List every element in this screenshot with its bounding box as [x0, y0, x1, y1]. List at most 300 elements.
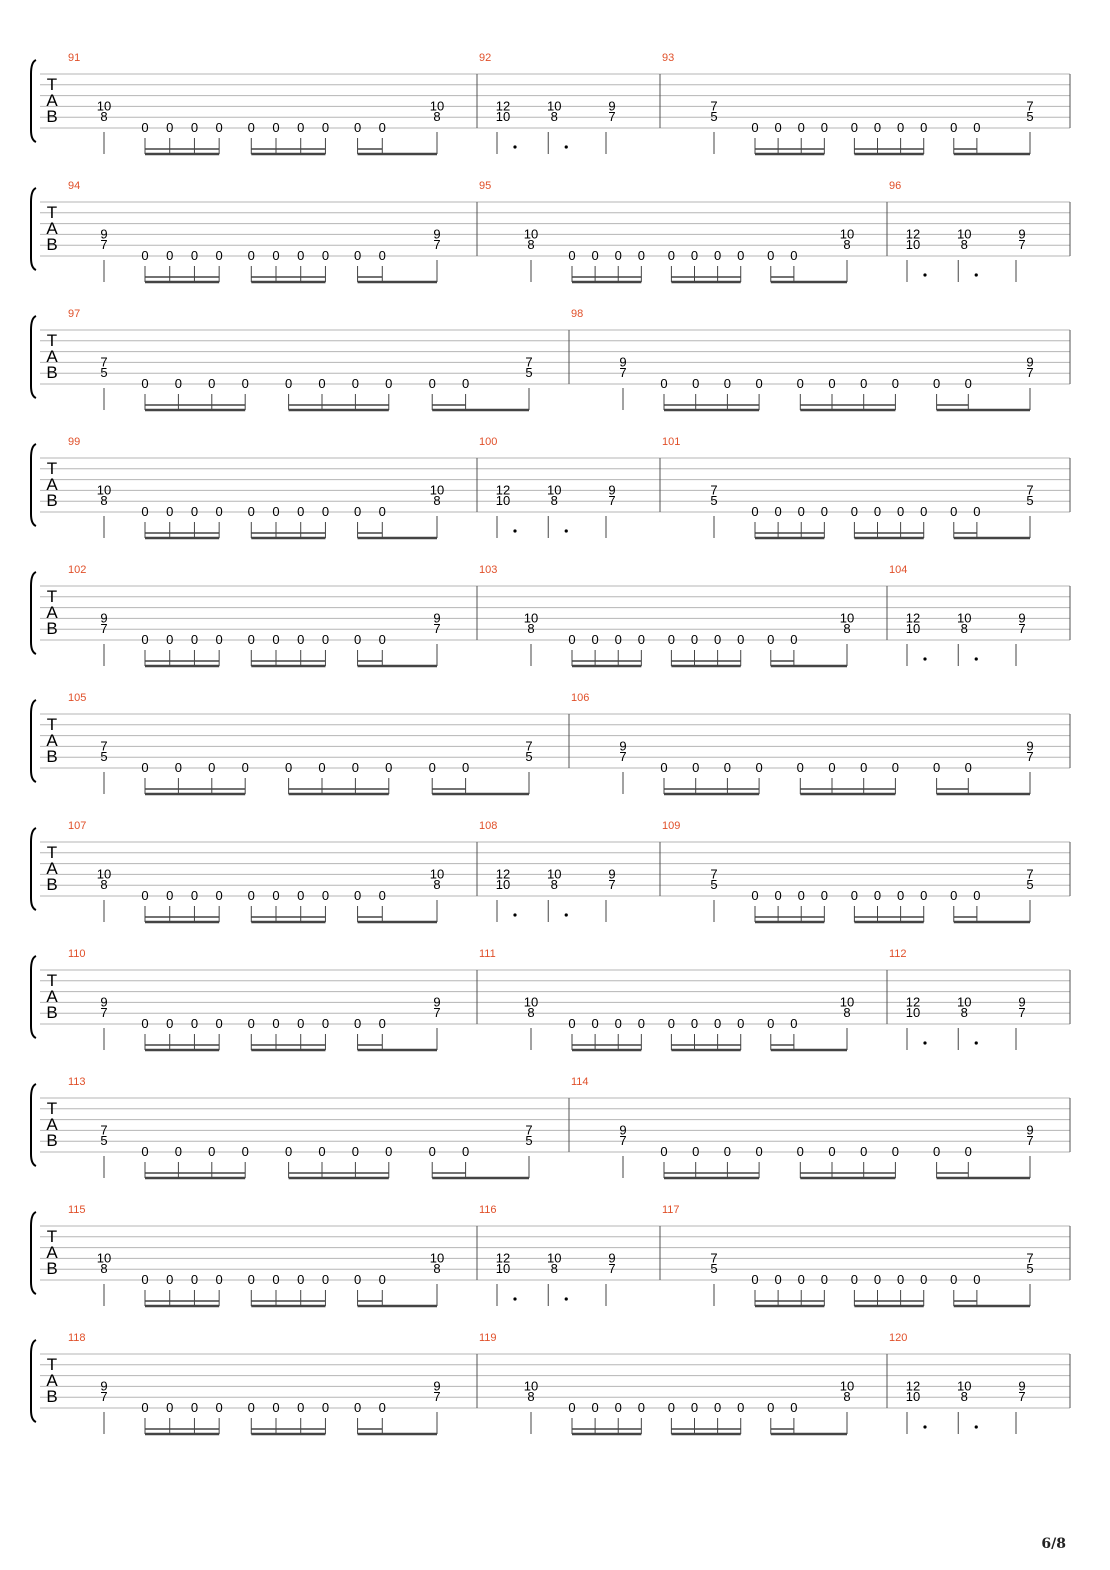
fret-number: 9 — [1018, 610, 1026, 626]
fret-number: 0 — [351, 376, 360, 391]
staff-system — [31, 564, 1070, 666]
fret-number: 9 — [619, 738, 627, 754]
measure — [68, 1076, 533, 1178]
measure-number: 105 — [68, 692, 87, 704]
fret-number: 7 — [1026, 866, 1034, 882]
measure — [68, 564, 441, 666]
fret-number: 9 — [1018, 994, 1026, 1010]
fret-number: 7 — [608, 1261, 616, 1277]
fret-number: 0 — [774, 504, 782, 519]
fret-number: 9 — [433, 226, 441, 242]
fret-number: 0 — [896, 504, 905, 519]
fret-number: 0 — [166, 120, 174, 135]
fret-number: 0 — [461, 376, 470, 391]
fret-number: 8 — [433, 493, 441, 509]
measure-number: 93 — [662, 52, 675, 64]
fret-number: 0 — [920, 504, 928, 519]
fret-number: 9 — [100, 610, 108, 626]
dotted-note — [513, 1297, 516, 1300]
dotted-note — [513, 913, 516, 916]
measure — [887, 948, 1026, 1050]
fret-number: 0 — [690, 1400, 699, 1415]
fret-number: 0 — [755, 1144, 763, 1159]
fret-number: 0 — [751, 504, 759, 519]
fret-number: 0 — [828, 376, 836, 391]
measure-number: 95 — [479, 180, 492, 192]
fret-number: 0 — [932, 760, 941, 775]
staff-system — [31, 52, 1070, 154]
fret-number: 0 — [850, 504, 859, 519]
fret-number: 8 — [433, 109, 441, 125]
fret-number: 0 — [378, 632, 386, 647]
fret-number: 0 — [247, 1016, 255, 1031]
fret-number: 0 — [973, 888, 981, 903]
fret-number: 0 — [737, 248, 745, 263]
measure — [68, 52, 444, 154]
fret-number: 0 — [973, 120, 981, 135]
fret-number: 7 — [433, 1005, 441, 1021]
measure — [68, 1332, 441, 1434]
fret-number: 0 — [755, 376, 763, 391]
fret-number: 8 — [100, 493, 108, 509]
fret-number: 0 — [751, 120, 759, 135]
fret-number: 0 — [272, 1400, 280, 1415]
fret-number: 7 — [619, 1133, 627, 1149]
fret-number: 0 — [591, 1016, 599, 1031]
fret-number: 0 — [321, 1400, 330, 1415]
tab-clef-letter: B — [46, 107, 58, 126]
fret-number: 0 — [891, 1144, 900, 1159]
fret-number: 8 — [960, 621, 968, 637]
fret-number: 0 — [141, 888, 149, 903]
fret-number: 0 — [973, 504, 981, 519]
fret-number: 8 — [527, 1005, 535, 1021]
measure-number: 103 — [479, 564, 498, 576]
fret-number: 0 — [873, 1272, 882, 1287]
tab-clef-letter: B — [46, 1387, 58, 1406]
fret-number: 0 — [873, 120, 882, 135]
fret-number: 7 — [100, 1122, 108, 1138]
fret-number: 10 — [523, 994, 539, 1010]
fret-number: 5 — [710, 1261, 718, 1277]
tab-clef-letter: A — [46, 1371, 58, 1390]
fret-number: 9 — [619, 1122, 627, 1138]
fret-number: 0 — [891, 760, 900, 775]
system-bracket — [31, 700, 36, 782]
fret-number: 0 — [215, 504, 223, 519]
fret-number: 9 — [608, 482, 616, 498]
fret-number: 8 — [100, 1261, 108, 1277]
fret-number: 0 — [215, 1400, 223, 1415]
fret-number: 0 — [723, 1144, 732, 1159]
fret-number: 0 — [950, 1272, 958, 1287]
fret-number: 10 — [495, 493, 511, 509]
fret-number: 0 — [174, 1144, 183, 1159]
fret-number: 0 — [820, 120, 828, 135]
fret-number: 0 — [208, 1144, 216, 1159]
measure — [477, 820, 616, 922]
fret-number: 5 — [525, 749, 533, 765]
tab-clef-letter: A — [46, 219, 58, 238]
fret-number: 0 — [190, 1272, 199, 1287]
fret-number: 0 — [667, 1400, 676, 1415]
fret-number: 10 — [429, 866, 445, 882]
fret-number: 0 — [797, 120, 805, 135]
fret-number: 9 — [433, 1378, 441, 1394]
fret-number: 10 — [839, 610, 855, 626]
fret-number: 0 — [767, 1400, 775, 1415]
system-bracket — [31, 1340, 36, 1422]
tab-clef-letter: T — [46, 1227, 58, 1246]
fret-number: 0 — [820, 1272, 828, 1287]
fret-number: 8 — [843, 1005, 851, 1021]
fret-number: 10 — [96, 482, 112, 498]
tab-clef-letter: A — [46, 91, 58, 110]
fret-number: 0 — [920, 888, 928, 903]
fret-number: 0 — [378, 248, 386, 263]
fret-number: 5 — [1026, 1261, 1034, 1277]
dotted-note — [923, 657, 926, 660]
fret-number: 5 — [1026, 493, 1034, 509]
measure-number: 97 — [68, 308, 81, 320]
fret-number: 0 — [190, 1400, 199, 1415]
fret-number: 0 — [166, 1400, 174, 1415]
tab-clef-letter: T — [46, 1355, 58, 1374]
tab-clef-letter: T — [46, 331, 58, 350]
dotted-note — [565, 529, 568, 532]
fret-number: 0 — [614, 1400, 622, 1415]
fret-number: 0 — [723, 760, 732, 775]
fret-number: 0 — [353, 504, 362, 519]
fret-number: 0 — [353, 888, 362, 903]
fret-number: 0 — [637, 248, 645, 263]
fret-number: 9 — [608, 1250, 616, 1266]
fret-number: 0 — [141, 376, 149, 391]
fret-number: 8 — [433, 1261, 441, 1277]
fret-number: 0 — [215, 888, 223, 903]
fret-number: 0 — [378, 1016, 386, 1031]
fret-number: 7 — [100, 1389, 108, 1405]
measure — [68, 820, 444, 922]
fret-number: 9 — [100, 1378, 108, 1394]
fret-number: 0 — [247, 120, 255, 135]
tab-clef-letter: T — [46, 459, 58, 478]
measure — [477, 180, 854, 282]
fret-number: 0 — [241, 760, 249, 775]
fret-number: 0 — [297, 120, 305, 135]
fret-number: 0 — [353, 1016, 362, 1031]
measure-number: 111 — [479, 948, 496, 960]
system-bracket — [31, 1084, 36, 1166]
fret-number: 8 — [843, 621, 851, 637]
measure — [569, 1076, 1034, 1178]
fret-number: 9 — [100, 994, 108, 1010]
fret-number: 7 — [619, 749, 627, 765]
fret-number: 0 — [751, 888, 759, 903]
fret-number: 0 — [272, 1016, 280, 1031]
fret-number: 0 — [321, 1272, 330, 1287]
fret-number: 9 — [608, 866, 616, 882]
fret-number: 0 — [215, 120, 223, 135]
fret-number: 0 — [247, 632, 255, 647]
fret-number: 0 — [321, 504, 330, 519]
measure — [477, 52, 616, 154]
measure-number: 119 — [479, 1332, 497, 1344]
fret-number: 0 — [166, 888, 174, 903]
fret-number: 0 — [568, 1016, 576, 1031]
fret-number: 8 — [550, 877, 558, 893]
measure — [660, 820, 1034, 922]
system-bracket — [31, 1212, 36, 1294]
fret-number: 10 — [957, 610, 972, 626]
fret-number: 0 — [660, 1144, 668, 1159]
fret-number: 12 — [495, 1250, 511, 1266]
fret-number: 12 — [905, 610, 921, 626]
fret-number: 7 — [1026, 482, 1034, 498]
fret-number: 0 — [690, 1016, 699, 1031]
tab-clef-letter: A — [46, 1243, 58, 1262]
fret-number: 0 — [690, 632, 699, 647]
fret-number: 0 — [950, 504, 958, 519]
measure-number: 120 — [889, 1332, 908, 1344]
fret-number: 0 — [428, 760, 436, 775]
fret-number: 9 — [608, 98, 616, 114]
system-bracket — [31, 60, 36, 142]
measure — [68, 948, 441, 1050]
fret-number: 10 — [523, 610, 539, 626]
fret-number: 9 — [619, 354, 627, 370]
fret-number: 0 — [353, 632, 362, 647]
measure — [660, 52, 1034, 154]
fret-number: 7 — [100, 237, 108, 253]
fret-number: 0 — [891, 376, 900, 391]
fret-number: 7 — [710, 1250, 718, 1266]
measure — [660, 436, 1034, 538]
fret-number: 0 — [667, 632, 676, 647]
fret-number: 0 — [796, 760, 804, 775]
fret-number: 0 — [713, 1016, 722, 1031]
measure-number: 98 — [571, 308, 584, 320]
fret-number: 8 — [527, 1389, 535, 1405]
tab-clef-letter: T — [46, 843, 58, 862]
fret-number: 7 — [525, 738, 533, 754]
fret-number: 0 — [351, 760, 360, 775]
fret-number: 7 — [1026, 365, 1034, 381]
measure — [68, 692, 533, 794]
measure-number: 91 — [68, 52, 81, 64]
fret-number: 12 — [495, 98, 511, 114]
fret-number: 0 — [950, 120, 958, 135]
tab-clef-letter: B — [46, 747, 58, 766]
system-bracket — [31, 188, 36, 270]
fret-number: 0 — [797, 1272, 805, 1287]
fret-number: 0 — [272, 248, 280, 263]
fret-number: 12 — [495, 866, 511, 882]
fret-number: 0 — [190, 1016, 199, 1031]
fret-number: 7 — [1018, 621, 1026, 637]
measure — [477, 564, 854, 666]
fret-number: 0 — [428, 376, 436, 391]
tab-clef-letter: A — [46, 1115, 58, 1134]
fret-number: 0 — [637, 632, 645, 647]
measure-number: 112 — [889, 948, 907, 960]
dotted-note — [923, 1425, 926, 1428]
tab-clef-letter: B — [46, 1131, 58, 1150]
fret-number: 7 — [710, 482, 718, 498]
fret-number: 9 — [1018, 1378, 1026, 1394]
fret-number: 0 — [141, 1016, 149, 1031]
measure — [477, 1204, 616, 1306]
fret-number: 0 — [141, 1400, 149, 1415]
fret-number: 0 — [820, 504, 828, 519]
tab-clef-letter: A — [46, 859, 58, 878]
fret-number: 0 — [568, 1400, 576, 1415]
measure-number: 109 — [662, 820, 681, 832]
fret-number: 0 — [318, 760, 326, 775]
fret-number: 0 — [297, 504, 305, 519]
dotted-note — [923, 273, 926, 276]
fret-number: 0 — [353, 1400, 362, 1415]
measure-number: 104 — [889, 564, 908, 576]
fret-number: 0 — [797, 504, 805, 519]
fret-number: 8 — [100, 877, 108, 893]
fret-number: 0 — [568, 248, 576, 263]
fret-number: 0 — [660, 376, 668, 391]
measure-number: 94 — [68, 180, 81, 192]
fret-number: 0 — [820, 888, 828, 903]
fret-number: 0 — [247, 888, 255, 903]
fret-number: 0 — [461, 1144, 470, 1159]
fret-number: 0 — [920, 1272, 928, 1287]
fret-number: 7 — [1026, 1133, 1034, 1149]
tab-clef-letter: B — [46, 875, 58, 894]
fret-number: 0 — [774, 120, 782, 135]
dotted-note — [975, 657, 978, 660]
fret-number: 10 — [905, 237, 921, 253]
fret-number: 0 — [215, 632, 223, 647]
fret-number: 0 — [692, 376, 700, 391]
fret-number: 0 — [964, 760, 972, 775]
fret-number: 8 — [550, 493, 558, 509]
fret-number: 0 — [166, 1016, 174, 1031]
fret-number: 0 — [850, 1272, 859, 1287]
fret-number: 10 — [839, 226, 855, 242]
fret-number: 5 — [525, 1133, 533, 1149]
fret-number: 0 — [247, 1272, 255, 1287]
fret-number: 0 — [174, 376, 183, 391]
measure — [477, 948, 854, 1050]
fret-number: 0 — [637, 1400, 645, 1415]
fret-number: 5 — [100, 1133, 108, 1149]
measure-number: 96 — [889, 180, 902, 192]
fret-number: 10 — [547, 482, 562, 498]
fret-number: 7 — [1018, 1005, 1026, 1021]
fret-number: 0 — [873, 504, 882, 519]
fret-number: 8 — [550, 1261, 558, 1277]
fret-number: 10 — [495, 1261, 511, 1277]
measure-number: 113 — [68, 1076, 86, 1088]
tab-clef-letter: T — [46, 715, 58, 734]
fret-number: 0 — [284, 760, 293, 775]
fret-number: 10 — [429, 482, 445, 498]
fret-number: 0 — [591, 632, 599, 647]
dotted-note — [513, 145, 516, 148]
fret-number: 7 — [710, 866, 718, 882]
fret-number: 0 — [166, 632, 174, 647]
fret-number: 0 — [190, 248, 199, 263]
fret-number: 0 — [790, 632, 798, 647]
measure — [68, 436, 444, 538]
fret-number: 12 — [905, 994, 921, 1010]
fret-number: 0 — [896, 120, 905, 135]
measure-number: 118 — [68, 1332, 86, 1344]
fret-number: 0 — [321, 1016, 330, 1031]
fret-number: 0 — [272, 632, 280, 647]
fret-number: 0 — [378, 888, 386, 903]
measure — [887, 180, 1026, 282]
fret-number: 10 — [495, 877, 511, 893]
measure-number: 117 — [662, 1204, 680, 1216]
fret-number: 10 — [905, 1005, 921, 1021]
fret-number: 8 — [960, 237, 968, 253]
fret-number: 0 — [353, 120, 362, 135]
fret-number: 0 — [247, 504, 255, 519]
fret-number: 5 — [710, 109, 718, 125]
fret-number: 0 — [751, 1272, 759, 1287]
measure — [477, 436, 616, 538]
staff-system — [31, 692, 1070, 794]
fret-number: 0 — [790, 1016, 798, 1031]
measure-number: 106 — [571, 692, 590, 704]
fret-number: 10 — [905, 1389, 921, 1405]
fret-number: 0 — [637, 1016, 645, 1031]
dotted-note — [975, 1041, 978, 1044]
fret-number: 0 — [321, 632, 330, 647]
fret-number: 8 — [100, 109, 108, 125]
fret-number: 0 — [318, 376, 326, 391]
fret-number: 0 — [591, 248, 599, 263]
fret-number: 5 — [710, 877, 718, 893]
tab-clef-letter: B — [46, 1259, 58, 1278]
fret-number: 0 — [790, 1400, 798, 1415]
fret-number: 0 — [896, 1272, 905, 1287]
fret-number: 7 — [100, 1005, 108, 1021]
fret-number: 0 — [272, 888, 280, 903]
measure-number: 114 — [571, 1076, 589, 1088]
fret-number: 0 — [208, 376, 216, 391]
staff-system — [31, 308, 1070, 410]
fret-number: 0 — [737, 632, 745, 647]
fret-number: 0 — [796, 1144, 804, 1159]
fret-number: 7 — [608, 109, 616, 125]
fret-number: 8 — [433, 877, 441, 893]
fret-number: 0 — [318, 1144, 326, 1159]
fret-number: 0 — [850, 120, 859, 135]
system-bracket — [31, 828, 36, 910]
measure — [569, 692, 1034, 794]
tab-clef-letter: A — [46, 731, 58, 750]
fret-number: 0 — [896, 888, 905, 903]
fret-number: 9 — [1026, 354, 1034, 370]
fret-number: 0 — [385, 376, 393, 391]
fret-number: 0 — [141, 632, 149, 647]
fret-number: 10 — [547, 866, 562, 882]
fret-number: 7 — [433, 621, 441, 637]
fret-number: 0 — [385, 760, 393, 775]
fret-number: 7 — [525, 354, 533, 370]
fret-number: 7 — [100, 354, 108, 370]
fret-number: 10 — [96, 1250, 112, 1266]
